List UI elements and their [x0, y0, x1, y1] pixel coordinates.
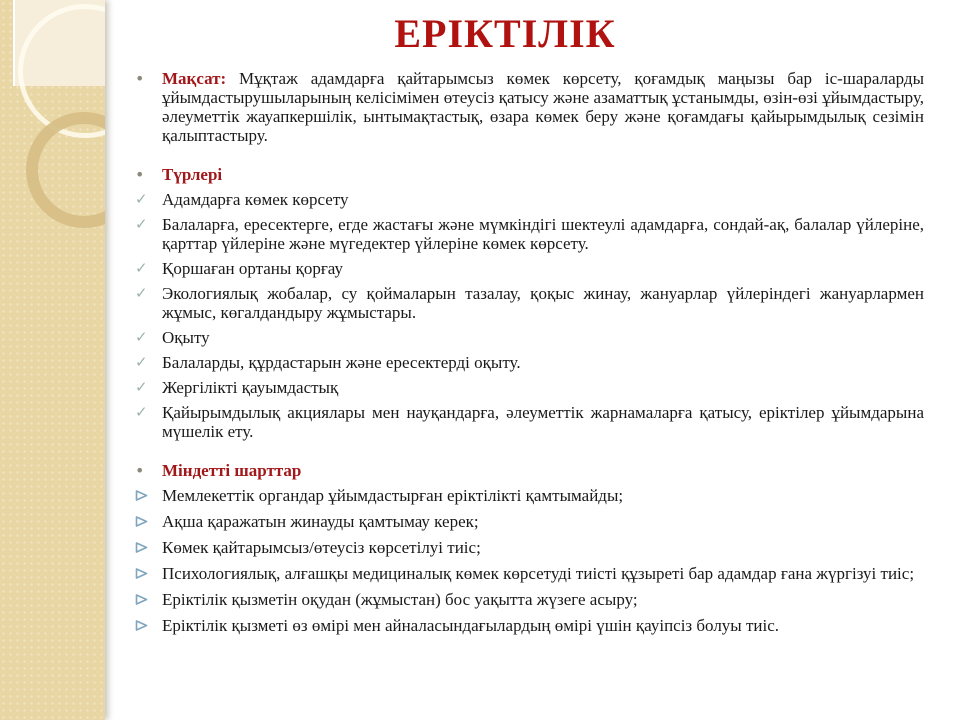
list-item: [135, 564, 924, 584]
list-item-text: Адамдарға көмек көрсету: [162, 190, 349, 209]
list-item-text: Мақсат: Мұқтаж адамдарға қайтарымсыз көмек көрсету, қоғамдық маңызы бар іс-шараларды ұйымдастырушыларының келісімімен өтеусіз қатысу және азаматтық ұстанымды, өзін-өзі ұйымдастыру, әлеуметтік жауапкершілік, ынтымақтастық, өзара көмек беру және қоғамдағы қайырымдылық сезімін қалыптастыру.: [162, 69, 924, 145]
list-item: [135, 259, 924, 278]
bullet-dot-icon: •: [135, 165, 145, 184]
slide-title: ЕРІКТІЛІК: [394, 11, 616, 56]
list-item: [135, 165, 924, 184]
list-item: [135, 461, 924, 480]
bullet-dot-icon: •: [135, 461, 145, 480]
list-item: [135, 538, 924, 558]
list-item: [135, 328, 924, 347]
check-icon: ✓: [135, 328, 148, 346]
list-item-text: Балаларға, ересектерге, егде жастағы және мүмкіндігі шектеулі адамдарға, сондай-ақ, балалар үйлеріне, қарттар үйлеріне және мүгедектер үйлеріне көмек көрсету.: [162, 215, 924, 253]
list-item: [135, 512, 924, 532]
arrow-bullet-icon: [135, 538, 162, 558]
arrow-bullet-icon: [135, 564, 162, 584]
check-icon: ✓: [135, 378, 148, 396]
check-icon: ✓: [135, 403, 148, 421]
decorative-side-strip: [0, 0, 105, 720]
list-item-text: Түрлері: [162, 165, 223, 184]
list-item: [135, 616, 924, 636]
list-item: [135, 403, 924, 441]
decorative-circle-bottom: [26, 112, 105, 228]
check-icon: ✓: [135, 259, 148, 277]
list-item: [135, 284, 924, 322]
slide-content: [105, 0, 960, 720]
list-item: [135, 69, 924, 145]
content-list: [135, 69, 924, 636]
list-item: [135, 215, 924, 253]
list-item: [135, 486, 924, 506]
list-item-text: Еріктілік қызметін оқудан (жұмыстан) бос уақытта жүзеге асыру;: [162, 590, 638, 609]
list-item-text: Психологиялық, алғашқы медициналық көмек көрсетуді тиісті құзыреті бар адамдар ғана жүргізуі тиіс;: [162, 564, 915, 583]
list-item: [135, 590, 924, 610]
arrow-bullet-icon: [135, 616, 162, 636]
item-lead-label: Мақсат:: [162, 69, 240, 88]
list-item-text: Оқыту: [162, 328, 210, 347]
list-item-text: Экологиялық жобалар, су қоймаларын тазалау, қоқыс жинау, жануарлар үйлеріндегі жануарлармен жұмыс, көгалдандыру жұмыстары.: [162, 284, 924, 322]
list-item-text: Көмек қайтарымсыз/өтеусіз көрсетілуі тиіс;: [162, 538, 481, 557]
list-item-text: Міндетті шарттар: [162, 461, 302, 480]
list-item: [135, 190, 924, 209]
list-item: [135, 353, 924, 372]
check-icon: ✓: [135, 284, 148, 302]
arrow-bullet-icon: [135, 512, 162, 532]
list-item-text: Жергілікті қауымдастық: [162, 378, 339, 397]
arrow-bullet-icon: [135, 590, 162, 610]
bullet-dot-icon: •: [135, 69, 145, 88]
check-icon: ✓: [135, 353, 148, 371]
list-item-text: Қоршаған ортаны қорғау: [162, 259, 343, 278]
list-item-text: Ақша қаражатын жинауды қамтымау керек;: [162, 512, 479, 531]
list-item: [135, 378, 924, 397]
list-item-text: Балаларды, құрдастарын және ересектерді оқыту.: [162, 353, 521, 372]
list-item-text: Қайырымдылық акциялары мен науқандарға, әлеуметтік жарнамаларға қатысу, еріктілер ұйымдарына мүшелік ету.: [162, 403, 924, 441]
arrow-bullet-icon: [135, 486, 162, 506]
list-item-text: Еріктілік қызметі өз өмірі мен айналасындағылардың өмірі үшін қауіпсіз болуы тиіс.: [162, 616, 780, 635]
check-icon: ✓: [135, 190, 148, 208]
check-icon: ✓: [135, 215, 148, 233]
list-item-text: Мемлекеттік органдар ұйымдастырған еріктілікті қамтымайды;: [162, 486, 624, 505]
